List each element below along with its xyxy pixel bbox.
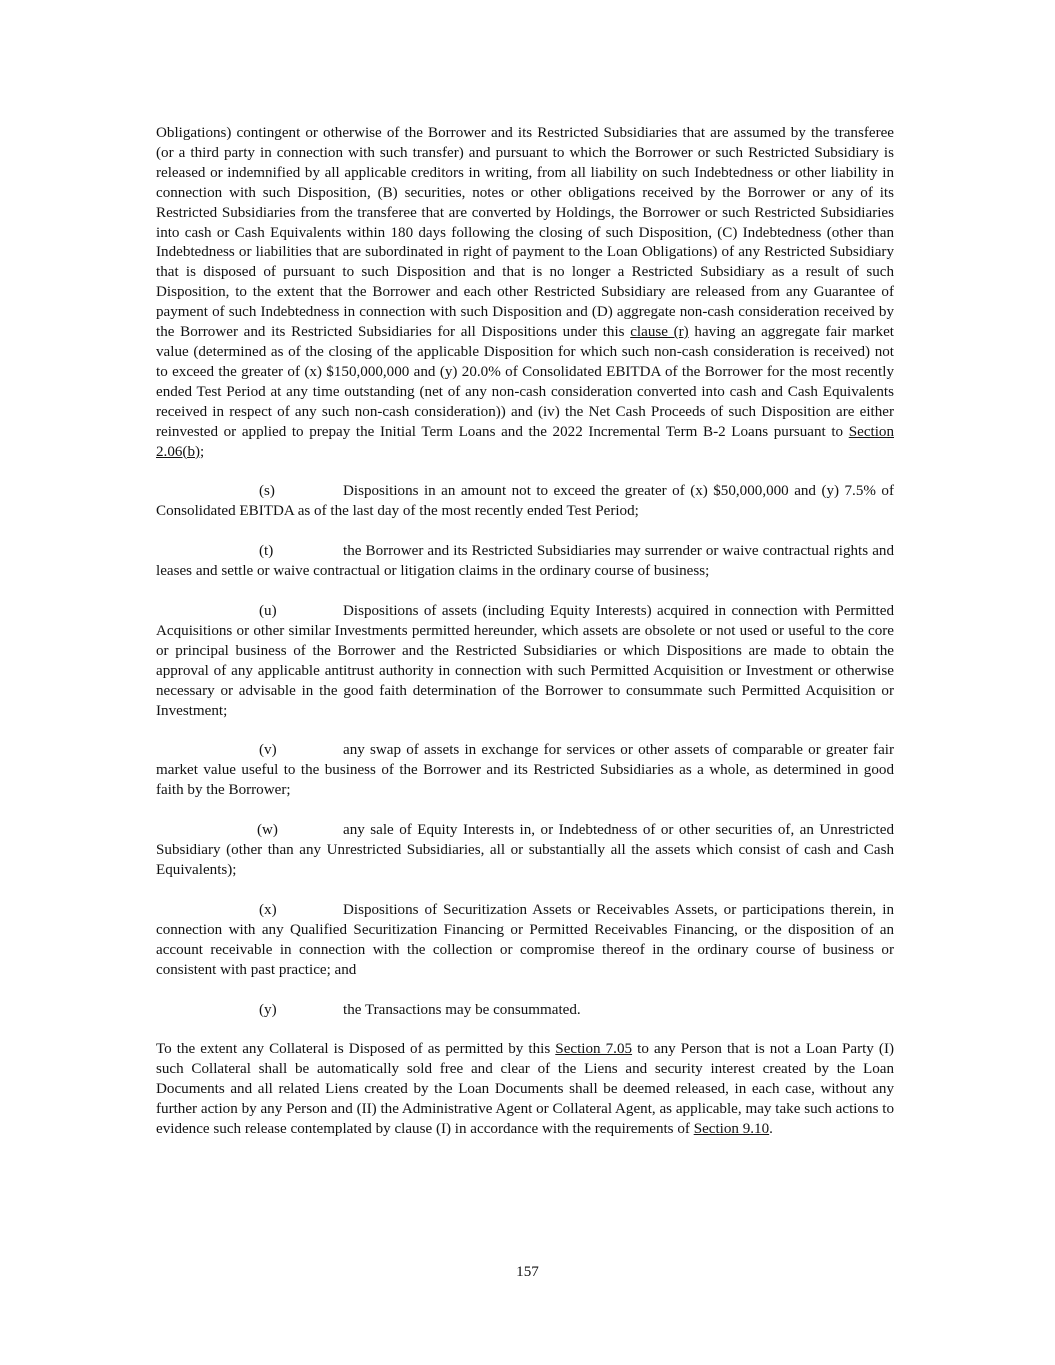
clause-w xyxy=(156,821,894,881)
clause-text: any sale of Equity Interests in, or Indebtedness of or other securities of, an Unrestricted Subsidiary (other than any Unrestricted Subsidiaries, all or substantially all the assets which consist of cash and Cash Equivalents); xyxy=(156,822,894,878)
clause-marker: (u) xyxy=(259,603,277,620)
clause-text: any swap of assets in exchange for services or other assets of comparable or greater fair market value useful to the business of the Borrower and its Restricted Subsidiaries as a whole, as determined in good faith by the Borrower; xyxy=(156,742,894,799)
document-body xyxy=(156,124,894,1160)
page-number: 157 xyxy=(516,1264,539,1280)
clause-r-reference: clause (r) xyxy=(630,324,689,341)
clause-marker: (w) xyxy=(257,822,278,839)
clause-text: the Transactions may be consummated. xyxy=(343,1001,581,1018)
paragraph-text: . xyxy=(769,1121,773,1138)
clause-y xyxy=(156,1001,894,1021)
clause-text: Dispositions in an amount not to exceed the greater of (x) $50,000,000 and (y) 7.5% of Consolidated EBITDA as of the last day of the most recently ended Test Period; xyxy=(156,483,894,520)
section-2-06b-reference: Section 2.06(b) xyxy=(156,423,894,460)
paragraph-text: having an aggregate fair market value (determined as of the closing of the applicable Disposition for which such non-cash consideration is received) not to exceed the greater of (x) $150,000,000 and (y) 20.0% of Consolidated EBITDA of the Borrower for the most recently ended Test Period at any time outstanding (net of any non-cash consideration converted into cash and Cash Equivalents received in respect of any such non-cash consideration)) and (iv) the Net Cash Proceeds of such Disposition are either reinvested or applied to prepay the Initial Term Loans and the 2022 Incremental Term B-2 Loans pursuant to xyxy=(156,324,894,440)
clause-marker: (v) xyxy=(259,742,277,759)
clause-marker: (t) xyxy=(259,543,274,560)
clause-marker: (y) xyxy=(259,1001,277,1018)
clause-marker: (s) xyxy=(259,483,275,500)
section-9-10-reference: Section 9.10 xyxy=(693,1121,770,1138)
clause-marker: (x) xyxy=(259,901,277,918)
section-7-05-reference: Section 7.05 xyxy=(555,1041,633,1058)
clause-v xyxy=(156,741,894,801)
clause-text: the Borrower and its Restricted Subsidiaries may surrender or waive contractual rights and leases and settle or waive contractual or litigation claims in the ordinary course of business; xyxy=(156,543,894,580)
clause-t xyxy=(156,542,894,582)
paragraph-text: Obligations) contingent or otherwise of the Borrower and its Restricted Subsidiaries that are assumed by the transferee (or a third party in connection with such transfer) and pursuant to which the Borrower or such Restricted Subsidiary is released or indemnified by all applicable creditors in writing, from all liability on such Indebtedness or other liability in connection with such Disposition, (B) securities, notes or other obligations received by the Borrower or any of its Restricted Subsidiaries from the transferee that are converted by Holdings, the Borrower or such Restricted Subsidiaries into cash or Cash Equivalents within 180 days following the closing of such Disposition, (C) Indebtedness (other than Indebtedness or liabilities that are subordinated in right of payment to the Loan Obligations) of any Restricted Subsidiary that is disposed of pursuant to such Disposition and that is no longer a Restricted Subsidiary as a result of such Disposition, to the extent that the Borrower and each other Restricted Subsidiary are released from any Guarantee of payment of such Indebtedness in connection with such Disposition and (D) aggregate non-cash consideration received by the Borrower and its Restricted Subsidiaries for all Dispositions under this xyxy=(156,125,894,341)
opening-paragraph xyxy=(156,124,894,462)
clause-x xyxy=(156,901,894,981)
closing-paragraph xyxy=(156,1040,894,1140)
clause-u xyxy=(156,602,894,721)
clause-s xyxy=(156,482,894,522)
paragraph-text: to any Person that is not a Loan Party (I) such Collateral shall be automatically sold free and clear of the Liens and security interest created by the Loan Documents and all related Liens created by the Loan Documents shall be deemed released, in each case, without any further action by any Person and (II) the Administrative Agent or Collateral Agent, as applicable, may take such actions to evidence such release contemplated by clause (I) in accordance with the requirements of xyxy=(156,1041,894,1138)
clause-text: Dispositions of assets (including Equity Interests) acquired in connection with Permitted Acquisitions or other similar Investments permitted hereunder, which assets are obsolete or not used or useful to the core or principal business of the Borrower and the Restricted Subsidiaries or which Dispositions are made to obtain the approval of any applicable antitrust authority in connection with such Permitted Acquisition or Investment or otherwise necessary or advisable in the good faith determination of the Borrower to consummate such Permitted Acquisition or Investment; xyxy=(156,603,894,719)
clause-text: Dispositions of Securitization Assets or Receivables Assets, or participations therein, in connection with any Qualified Securitization Financing or Permitted Receivables Financing, or the disposition of an account receivable in connection with the collection or compromise thereof in the ordinary course of business or consistent with past practice; and xyxy=(156,901,894,978)
paragraph-text: To the extent any Collateral is Disposed of as permitted by this xyxy=(156,1041,556,1058)
paragraph-text: ; xyxy=(200,443,205,460)
